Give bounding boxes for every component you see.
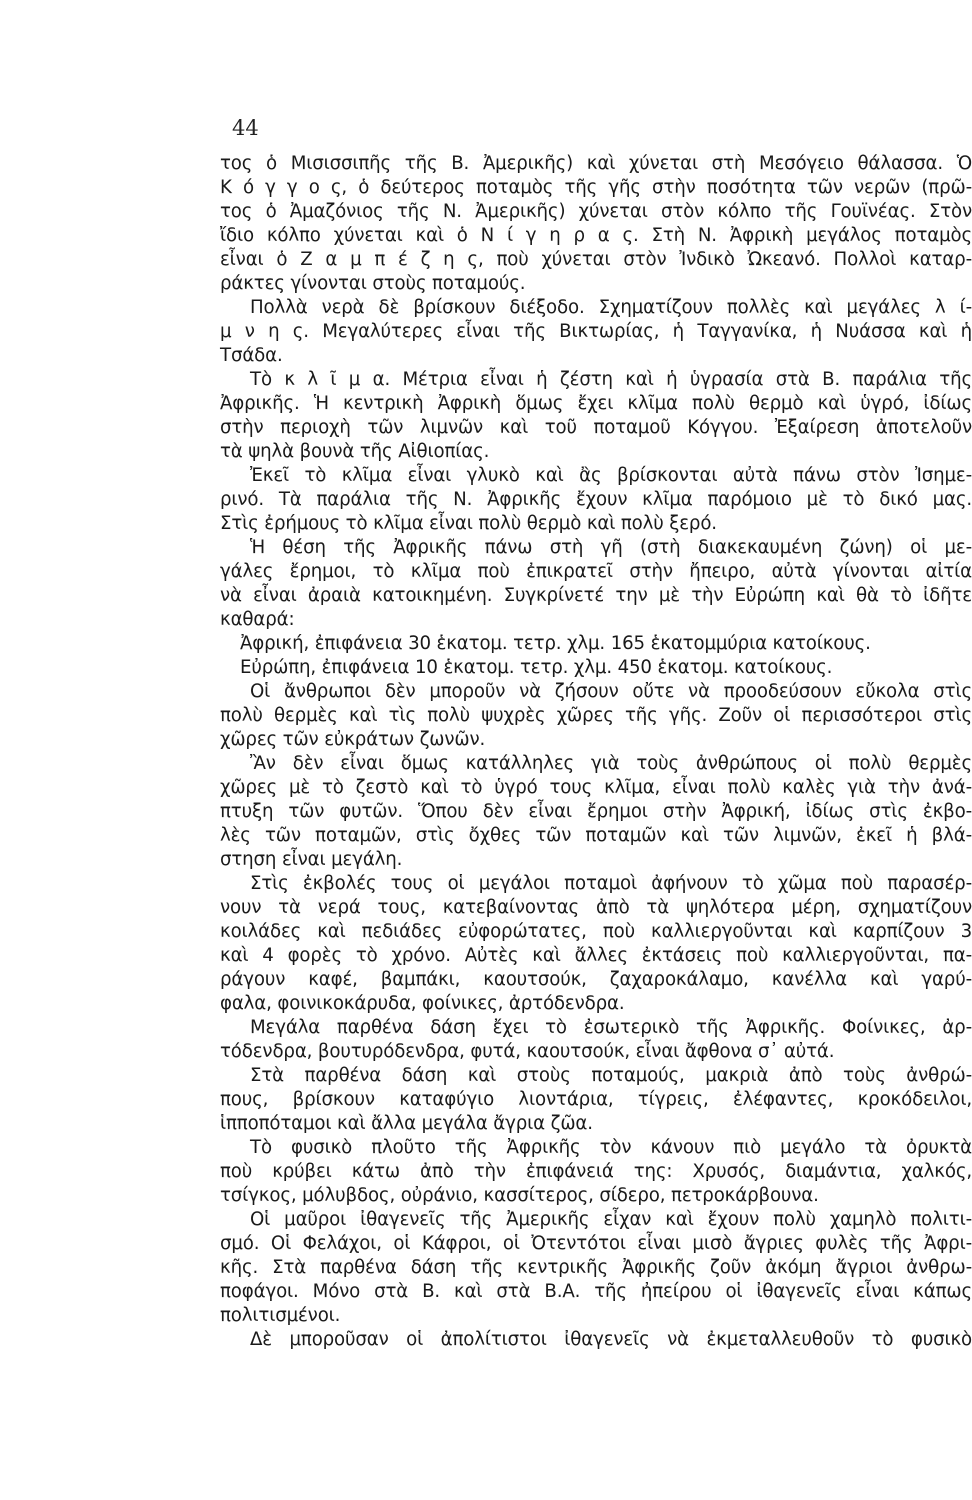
text-line: νουν τὰ νερά τους, κατεβαίνοντας ἀπὸ τὰ ψηλότερα μέρη, σχηματίζουν [220,897,972,918]
text-line: Ἀφρικῆς. Ἡ κεντρικὴ Ἀφρικὴ ὅμως ἔχει κλῖμα πολὺ θερμὸ καὶ ὑγρό, ἰδίως [220,393,972,414]
text-line: φαλα, φοινικοκάρυδα, φοίνικες, ἀρτόδενδρα. [220,993,625,1014]
text-line: στηση εἶναι μεγάλη. [220,849,403,870]
text-line: Κ ό γ γ ο ς, ὁ δεύτερος ποταμὸς τῆς γῆς στὴν ποσότητα τῶν νερῶν (πρῶ- [220,177,972,198]
text-line: τὰ ψηλὰ βουνὰ τῆς Αἰθιοπίας. [220,441,490,462]
text-line: Στὰ παρθένα δάση καὶ στοὺς ποταμούς, μακριὰ ἀπὸ τοὺς ἀνθρώ- [250,1065,972,1086]
text-line: χῶρες τῶν εὐκράτων ζωνῶν. [220,729,486,750]
text-line: καὶ 4 φορὲς τὸ χρόνο. Αὐτὲς καὶ ἄλλες ἐκτάσεις ποὺ καλλιεργοῦνται, πα- [220,945,972,966]
text-line: Ἀφρική, ἐπιφάνεια 30 ἑκατομ. τετρ. χλμ. 165 ἑκατομμύρια κατοίκους. [240,633,871,654]
text-line: Τσάδα. [220,345,283,366]
page-number: 44 [232,116,259,140]
text-line: Στὶς ἐκβολές τους οἱ μεγάλοι ποταμοὶ ἀφήνουν τὸ χῶμα ποὺ παρασέρ- [250,873,972,894]
text-line: ρινό. Τὰ παράλια τῆς Ν. Ἀφρικῆς ἔχουν κλῖμα παρόμοιο μὲ τὸ δικό μας. [220,489,972,510]
text-line: τος ὁ Μισισσιπῆς τῆς Β. Ἀμερικῆς) καὶ χύνεται στὴ Μεσόγειο θάλασσα. Ὁ [220,153,972,174]
text-line: χῶρες μὲ τὸ ζεστὸ καὶ τὸ ὑγρό τους κλῖμα, εἶναι πολὺ καλὲς γιὰ τὴν ἀνά- [220,777,972,798]
text-line: τόδενδρα, βουτυρόδενδρα, φυτά, καουτσούκ, εἶναι ἄφθονα σ᾽ αὐτά. [220,1041,835,1062]
text-line: Τὸ κ λ ῖ μ α. Μέτρια εἶναι ἡ ζέστη καὶ ἡ ὑγρασία στὰ Β. παράλια τῆς [250,369,972,390]
text-line: Εὐρώπη, ἐπιφάνεια 10 ἑκατομ. τετρ. χλμ. 450 ἑκατομ. κατοίκους. [240,657,833,678]
text-line: Οἱ ἄνθρωποι δὲν μποροῦν νὰ ζήσουν οὔτε νὰ προοδεύσουν εὔκολα στὶς [250,681,972,702]
text-line: Ἐκεῖ τὸ κλῖμα εἶναι γλυκὸ καὶ ἂς βρίσκονται αὐτὰ πάνω στὸν Ἰσημε- [250,465,972,486]
text-line: μ ν η ς. Μεγαλύτερες εἶναι τῆς Βικτωρίας, ἡ Ταγγανίκα, ἡ Νυάσσα καὶ ἡ [220,321,972,342]
text-line: ράκτες γίνονται στοὺς ποταμούς. [220,273,526,294]
text-line: ἴδιο κόλπο χύνεται καὶ ὁ Ν ί γ η ρ α ς. Στὴ Ν. Ἀφρικὴ μεγάλος ποταμὸς [220,225,972,246]
text-line: κῆς. Στὰ παρθένα δάση τῆς κεντρικῆς Ἀφρικῆς ζοῦν ἀκόμη ἄγριοι ἀνθρω- [220,1257,972,1278]
text-line: εἶναι ὁ Ζ α μ π έ ζ η ς, ποὺ χύνεται στὸν Ἰνδικὸ Ὠκεανό. Πολλοὶ καταρ- [220,249,972,270]
text-line: πτυξη τῶν φυτῶν. Ὅπου δὲν εἶναι ἔρημοι στὴν Ἀφρική, ἰδίως στὶς ἐκβο- [220,801,972,822]
text-line: Στὶς ἐρήμους τὸ κλῖμα εἶναι πολὺ θερμὸ καὶ πολὺ ξερό. [220,513,717,534]
text-line: Τὸ φυσικὸ πλοῦτο τῆς Ἀφρικῆς τὸν κάνουν πιὸ μεγάλο τὰ ὀρυκτὰ [250,1137,972,1158]
text-line: ράγουν καφέ, βαμπάκι, καουτσούκ, ζαχαροκάλαμο, κανέλλα καὶ γαρύ- [220,969,972,990]
text-line: κοιλάδες καὶ πεδιάδες εὐφορώτατες, ποὺ καλλιεργοῦνται καὶ καρπίζουν 3 [220,921,972,942]
text-line: πους, βρίσκουν καταφύγιο λιοντάρια, τίγρεις, ἐλέφαντες, κροκόδειλοι, [220,1089,972,1110]
text-line: Δὲ μποροῦσαν οἱ ἀπολίτιστοι ἰθαγενεῖς νὰ ἐκμεταλλευθοῦν τὸ φυσικὸ [250,1329,972,1350]
text-line: καθαρά: [220,609,295,630]
text-line: Πολλὰ νερὰ δὲ βρίσκουν διέξοδο. Σχηματίζουν πολλὲς καὶ μεγάλες λ ί- [250,297,972,318]
text-line: ἱπποπόταμοι καὶ ἄλλα μεγάλα ἄγρια ζῶα. [220,1113,593,1134]
text-line: πολὺ θερμὲς καὶ τὶς πολὺ ψυχρὲς χῶρες τῆς γῆς. Ζοῦν οἱ περισσότεροι στὶς [220,705,972,726]
text-line: τος ὁ Ἀμαζόνιος τῆς Ν. Ἀμερικῆς) χύνεται στὸν κόλπο τῆς Γουϊνέας. Στὸν [220,201,972,222]
text-line: Οἱ μαῦροι ἰθαγενεῖς τῆς Ἀμερικῆς εἶχαν καὶ ἔχουν πολὺ χαμηλὸ πολιτι- [250,1209,972,1230]
text-line: ποὺ κρύβει κάτω ἀπὸ τὴν ἐπιφάνειά της: Χρυσός, διαμάντια, χαλκός, [220,1161,972,1182]
text-line: Μεγάλα παρθένα δάση ἔχει τὸ ἐσωτερικὸ τῆς Ἀφρικῆς. Φοίνικες, ἀρ- [250,1017,972,1038]
text-line: πολιτισμένοι. [220,1305,341,1326]
text-line: Ἡ θέση τῆς Ἀφρικῆς πάνω στὴ γῆ (στὴ διακεκαυμένη ζώνη) οἱ με- [250,537,972,558]
text-line: στὴν περιοχὴ τῶν λιμνῶν καὶ τοῦ ποταμοῦ Κόγγου. Ἐξαίρεση ἀποτελοῦν [220,417,972,438]
text-line: Ἂν δὲν εἶναι ὅμως κατάλληλες γιὰ τοὺς ἀνθρώπους οἱ πολὺ θερμὲς [250,753,972,774]
text-line: γάλες ἔρημοι, τὸ κλῖμα ποὺ ἐπικρατεῖ στὴν ἤπειρο, αὐτὰ γίνονται αἰτία [220,561,972,582]
text-line: τσίγκος, μόλυβδος, οὐράνιο, κασσίτερος, σίδερο, πετροκάρβουνα. [220,1185,819,1206]
text-line: νὰ εἶναι ἀραιὰ κατοικημένη. Συγκρίνετέ την μὲ τὴν Εὐρώπη καὶ θὰ τὸ ἰδῆτε [220,585,972,606]
text-line: λὲς τῶν ποταμῶν, στὶς ὄχθες τῶν ποταμῶν καὶ τῶν λιμνῶν, ἐκεῖ ἡ βλά- [220,825,972,846]
text-line: ποφάγοι. Μόνο στὰ Β. καὶ στὰ Β.Α. τῆς ἠπείρου οἱ ἰθαγενεῖς εἶναι κάπως [220,1281,972,1302]
text-line: σμό. Οἱ Φελάχοι, οἱ Κάφροι, οἱ Ὀτεντότοι εἶναι μισὸ ἄγριες φυλὲς τῆς Ἀφρι- [220,1233,972,1254]
